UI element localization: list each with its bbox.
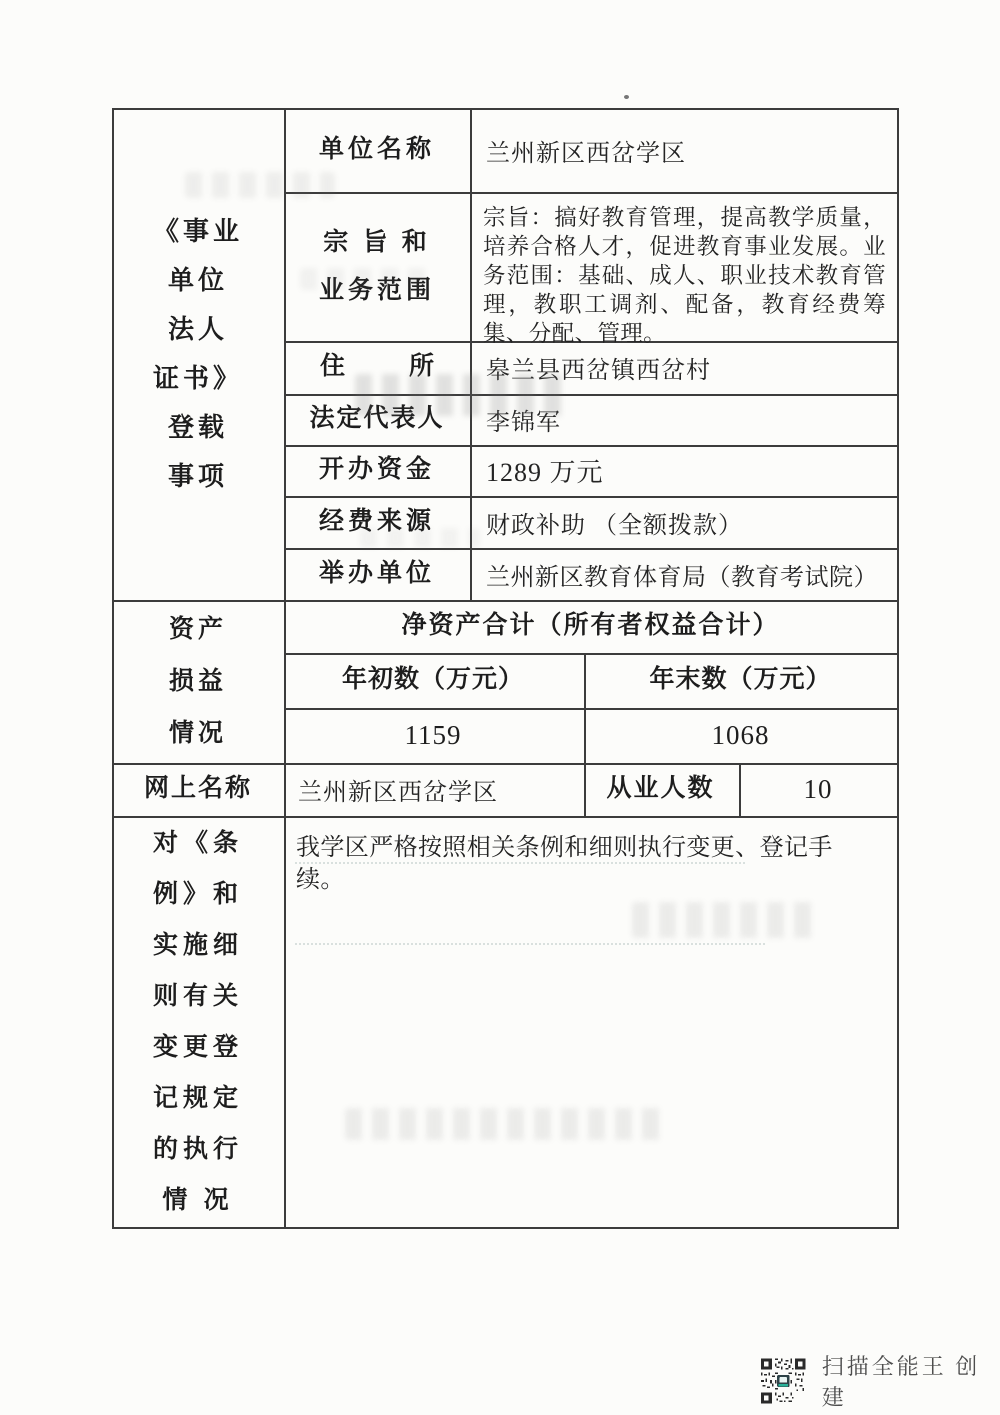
side-label-line: 资产 [168,615,227,643]
organizer-value: 兰州新区教育体育局（教育考试院） [486,564,878,591]
table-border-bottom [112,1227,899,1229]
bleed-through-smudge [355,374,570,416]
staff-count-label: 从业人数 [606,775,715,803]
side-label-line: 变更登 [152,1033,243,1061]
purpose-label-line: 宗 旨 和 [323,228,431,256]
scan-streak [295,943,765,945]
side-label-line: 证书》 [152,364,243,393]
bleed-through-smudge [360,528,480,548]
funding-source-value: 财政补助 （全额拨款） [486,512,743,539]
purpose-label-line: 业务范围 [318,276,435,304]
side-label-line: 对《条 [152,829,243,857]
side-label-line: 《事业 [152,217,243,246]
address-label-char: 住 [320,353,346,381]
address-label-char: 所 [408,353,434,381]
online-name-value: 兰州新区西岔学区 [298,780,498,806]
funding-source-label: 经费来源 [318,507,435,535]
side-label-line: 则有关 [152,982,243,1010]
bleed-through-smudge [632,902,817,938]
organizer-label: 举办单位 [318,559,435,587]
side-label-line: 登载 [167,413,228,442]
side-label-line: 例》和 [152,880,243,908]
assets-side-label [114,600,282,763]
side-label-line: 情 况 [162,1186,234,1214]
side-label-line: 实施细 [152,931,243,959]
unit-name-value: 兰州新区西岔学区 [486,140,686,167]
scanner-watermark [761,1350,1000,1412]
bleed-through-smudge [300,268,430,290]
side-label-line: 法人 [167,315,228,344]
scan-speck [624,95,629,99]
scan-streak [295,862,745,864]
opening-capital-value: 1289 万元 [486,458,604,487]
compliance-statement: 我学区严格按照相关条例和细则执行变更、登记手续。 [296,835,833,893]
year-end-value: 1068 [711,720,770,750]
purpose-label [284,192,470,341]
legal-representative-label: 法定代表人 [309,405,445,433]
bleed-through-smudge [345,1108,665,1140]
net-assets-header: 净资产合计（所有者权益合计） [401,612,780,640]
qr-code-icon [761,1358,806,1404]
address-value: 皋兰县西岔镇西岔村 [486,358,711,384]
side-label-line: 损益 [168,667,227,695]
year-begin-value: 1159 [404,720,462,750]
year-end-header: 年末数（万元） [649,666,832,694]
legal-representative-value: 李锦军 [486,410,561,436]
compliance-side-label [114,816,282,1227]
unit-name-label: 单位名称 [318,135,435,163]
year-begin-header: 年初数（万元） [341,666,524,694]
side-label-line: 记规定 [152,1084,243,1112]
purpose-value: 宗旨：搞好教育管理，提高教学质量，培养合格人才，促进教育事业发展。业务范围：基础、成人、职业技术教育管理，教职工调剂、配备，教育经费筹集、分配、管理。 [483,205,886,346]
side-label-line: 的执行 [152,1135,243,1163]
opening-capital-label: 开办资金 [318,456,435,484]
bleed-through-smudge [185,172,335,198]
side-label-line: 情况 [168,719,227,747]
side-label-line: 事项 [167,462,228,491]
side-label-line: 单位 [167,266,228,295]
online-name-label: 网上名称 [143,775,252,803]
table-border-right [897,108,899,1229]
staff-count-value: 10 [803,774,833,804]
scanner-credit-text: 扫描全能王 创建 [821,1354,981,1410]
